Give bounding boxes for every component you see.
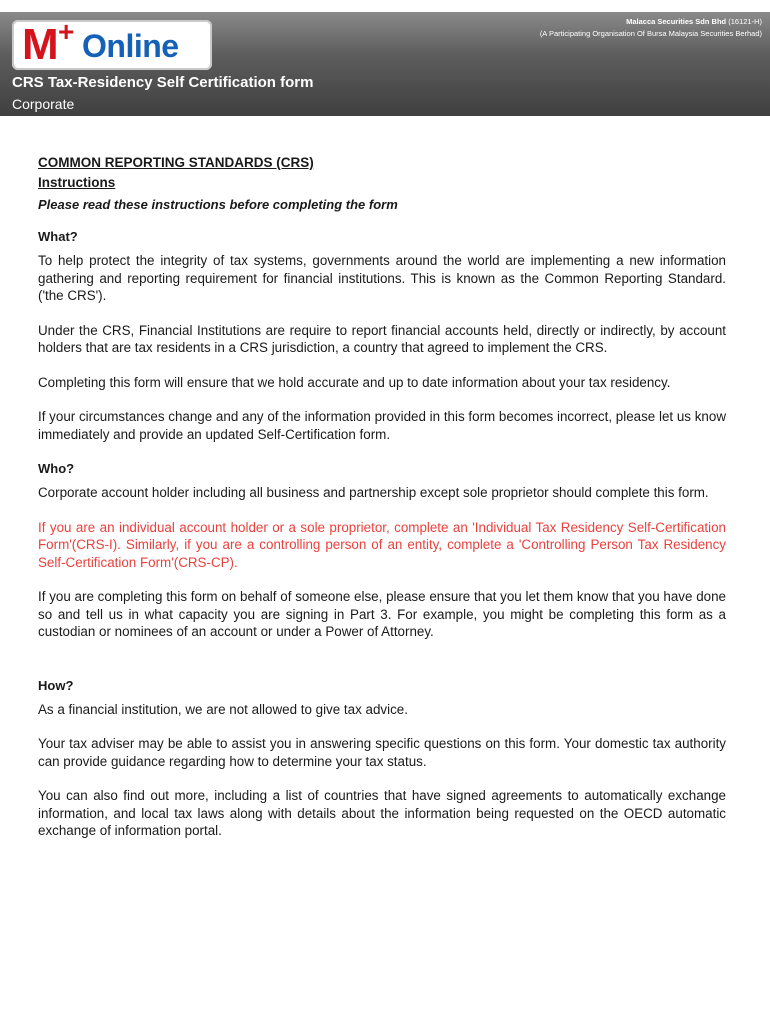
section-who-title: Who? <box>38 461 75 476</box>
company-info <box>540 16 762 40</box>
section-how-title: How? <box>38 677 74 693</box>
how-paragraph-2: Your tax adviser may be able to assist you in answering specific questions on this form. Your domestic tax authority can provide guidance regarding how to determine your tax status. <box>38 736 726 769</box>
form-subtitle: Corporate <box>12 96 75 112</box>
page-header <box>0 12 770 116</box>
instructions-body <box>38 154 726 840</box>
section-what-title: What? <box>38 229 78 244</box>
company-name: Malacca Securities Sdn Bhd <box>626 17 727 26</box>
what-paragraph-3: Completing this form will ensure that we hold accurate and up to date information about your tax residency. <box>38 374 671 390</box>
doc-subheading: Instructions <box>38 175 116 190</box>
what-paragraph-4: If your circumstances change and any of the information provided in this form becomes incorrect, please let us know immediately and provide an updated Self-Certification form. <box>38 409 726 442</box>
what-paragraph-2: Under the CRS, Financial Institutions are require to report financial accounts held, directly or indirectly, by account holders that are tax residents in a CRS jurisdiction, a country that agreed to implement the CRS. <box>38 322 726 355</box>
who-paragraph-2-red-note: If you are an individual account holder or a sole proprietor, complete an 'Individual Tax Residency Self-Certification Form'(CRS-I). Similarly, if you are a controlling person of an entity, complete a 'Controlling Person Tax Residency Self-Certification Form'(CRS-CP). <box>38 519 726 570</box>
logo-m: M <box>22 20 59 69</box>
doc-heading: COMMON REPORTING STANDARDS (CRS) <box>38 155 314 170</box>
what-paragraph-1: To help protect the integrity of tax systems, governments around the world are implementing a new information gathering and reporting requirement for financial institutions. This is known as the Common Reporting Standard. ('the CRS'). <box>38 253 726 303</box>
company-line <box>540 16 762 28</box>
how-paragraph-1: As a financial institution, we are not allowed to give tax advice. <box>38 701 408 717</box>
form-title: CRS Tax-Residency Self Certification form <box>12 74 314 91</box>
company-reg: (16121-H) <box>728 17 762 26</box>
doc-note: Please read these instructions before completing the form <box>38 197 398 212</box>
company-note: (A Participating Organisation Of Bursa Malaysia Securities Berhad) <box>539 29 762 38</box>
logo-plus: + <box>58 16 75 47</box>
logo-online: Online <box>82 28 179 64</box>
how-paragraph-3: You can also find out more, including a list of countries that have signed agreements to automatically exchange information, and local tax laws along with details about the information being requested on the OECD automatic exchange of information portal. <box>38 788 726 838</box>
mplus-online-logo <box>12 16 212 70</box>
who-paragraph-3: If you are completing this form on behalf of someone else, please ensure that you let them know that you have done so and tell us in what capacity you are signing in Part 3. For example, you might be completing this form as a custodian or nominees of an account or under a Power of Attorney. <box>38 589 726 639</box>
who-paragraph-1: Corporate account holder including all business and partnership except sole proprietor should complete this form. <box>38 485 709 500</box>
